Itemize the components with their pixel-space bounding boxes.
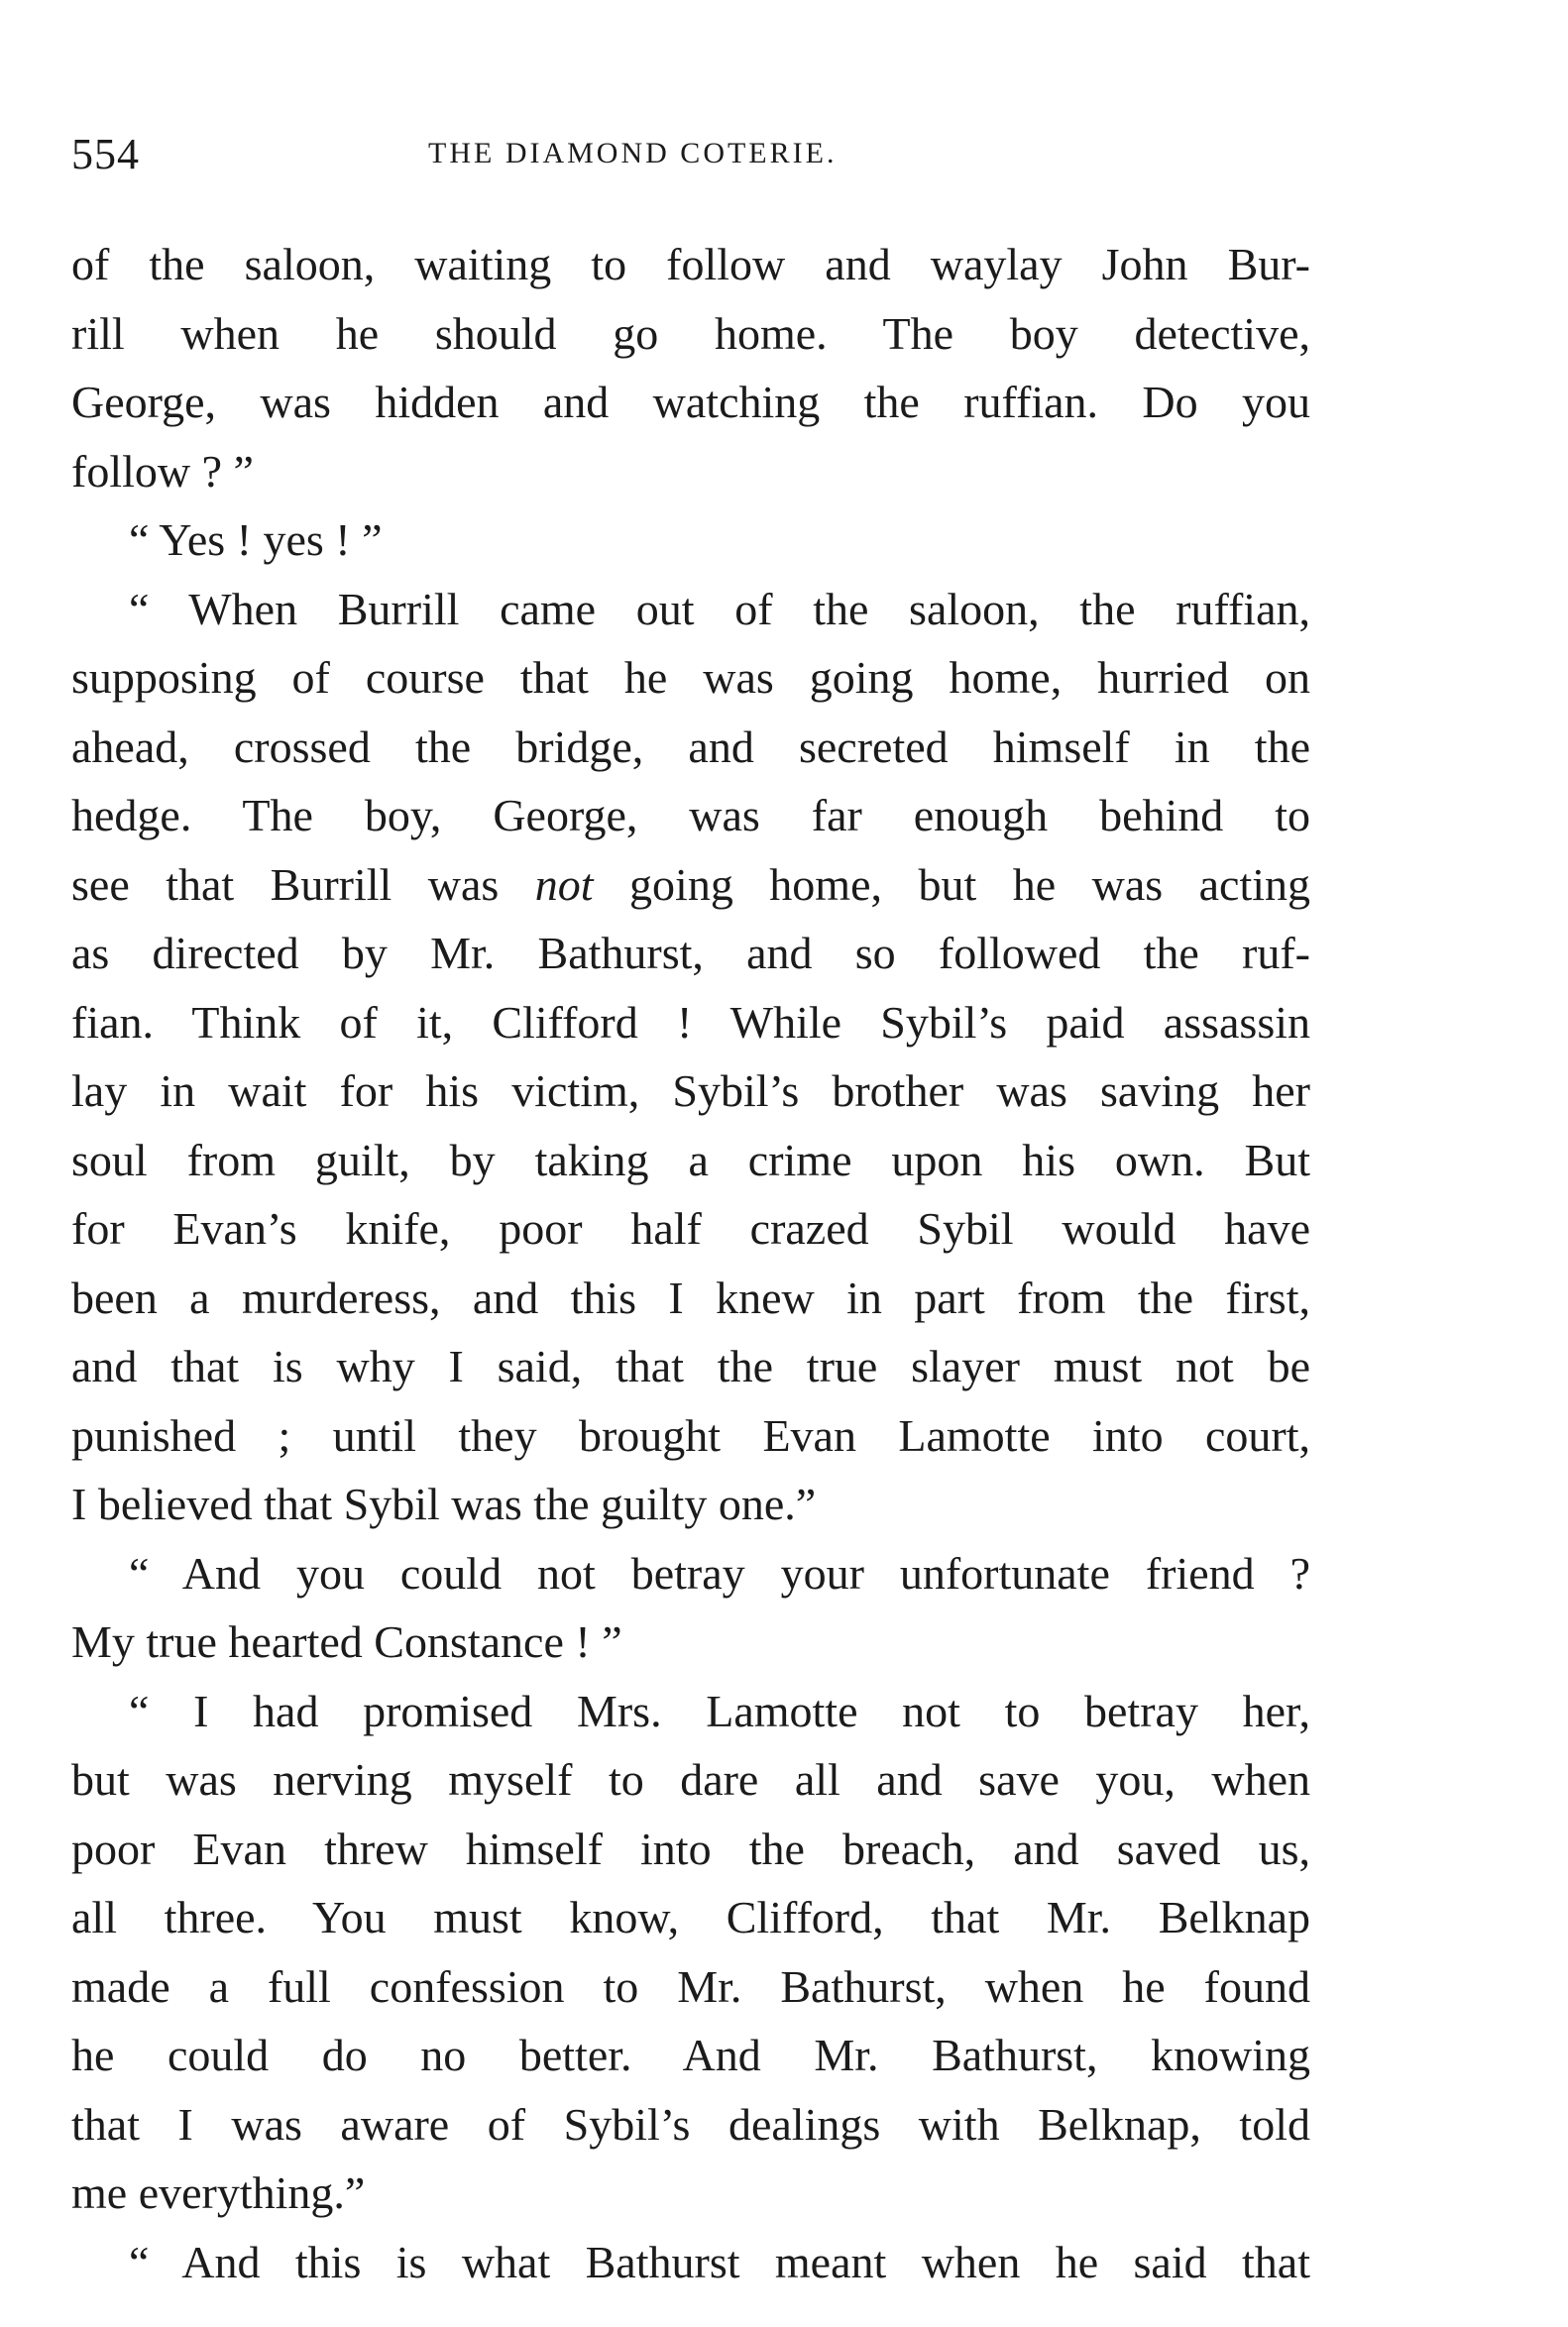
text-line: follow ? ”	[71, 445, 254, 497]
text-line: punished ; until they brought Evan Lamotte into court,	[71, 1409, 1310, 1461]
text-line: of the saloon, waiting to follow and waylay John Bur-	[71, 239, 1310, 289]
text-line: rill when he should go home. The boy detective,	[71, 307, 1310, 359]
text-line: “ I had promised Mrs. Lamotte not to betray her,	[129, 1685, 1310, 1736]
text-line: he could do no better. And Mr. Bathurst, knowing	[71, 2030, 1310, 2080]
text-line: hedge. The boy, George, was far enough behind to	[71, 790, 1310, 840]
text-line: that I was aware of Sybil’s dealings with Belknap, told	[71, 2098, 1310, 2150]
text-line: “ Yes ! yes ! ”	[129, 514, 383, 565]
running-title: THE DIAMOND COTERIE.	[428, 137, 838, 169]
text-line: but was nerving myself to dare all and save you, when	[71, 1754, 1310, 1805]
text-segment: going home, but he was acting	[629, 858, 1310, 910]
text-line: George, was hidden and watching the ruffian. Do you	[71, 377, 1310, 427]
text-line: “ And this is what Bathurst meant when he said that	[129, 2236, 1310, 2287]
text-line: been a murderess, and this I knew in part from the first,	[71, 1272, 1310, 1323]
body-text	[71, 230, 1310, 2296]
text-line: “ And you could not betray your unfortunate friend ?	[129, 1547, 1310, 1599]
text-line: supposing of course that he was going home, hurried on	[71, 652, 1310, 703]
text-line: “ When Burrill came out of the saloon, the ruffian,	[129, 583, 1310, 634]
text-line: lay in wait for his victim, Sybil’s brother was saving her	[71, 1065, 1310, 1116]
text-line: as directed by Mr. Bathurst, and so followed the ruf-	[71, 928, 1310, 978]
text-line: all three. You must know, Clifford, that Mr. Belknap	[71, 1892, 1310, 1942]
page-header	[71, 129, 1310, 188]
text-line: ahead, crossed the bridge, and secreted himself in the	[71, 720, 1310, 772]
text-line: me everything.”	[71, 2167, 366, 2218]
text-line: poor Evan threw himself into the breach, and saved us,	[71, 1823, 1310, 1874]
text-segment: see that Burrill was	[71, 858, 500, 910]
text-line: fian. Think of it, Clifford ! While Sybil’s paid assassin	[71, 996, 1310, 1048]
text-line: for Evan’s knife, poor half crazed Sybil would have	[71, 1203, 1310, 1254]
text-line	[71, 850, 1310, 920]
text-line: My true hearted Constance ! ”	[71, 1616, 622, 1667]
text-line: soul from guilt, by taking a crime upon his own. But	[71, 1134, 1310, 1185]
italic-word: not	[534, 858, 594, 910]
text-line: I believed that Sybil was the guilty one.”	[71, 1479, 817, 1529]
page-number: 554	[71, 130, 140, 178]
text-line: made a full confession to Mr. Bathurst, when he found	[71, 1960, 1310, 2012]
text-line: and that is why I said, that the true slayer must not be	[71, 1341, 1310, 1391]
